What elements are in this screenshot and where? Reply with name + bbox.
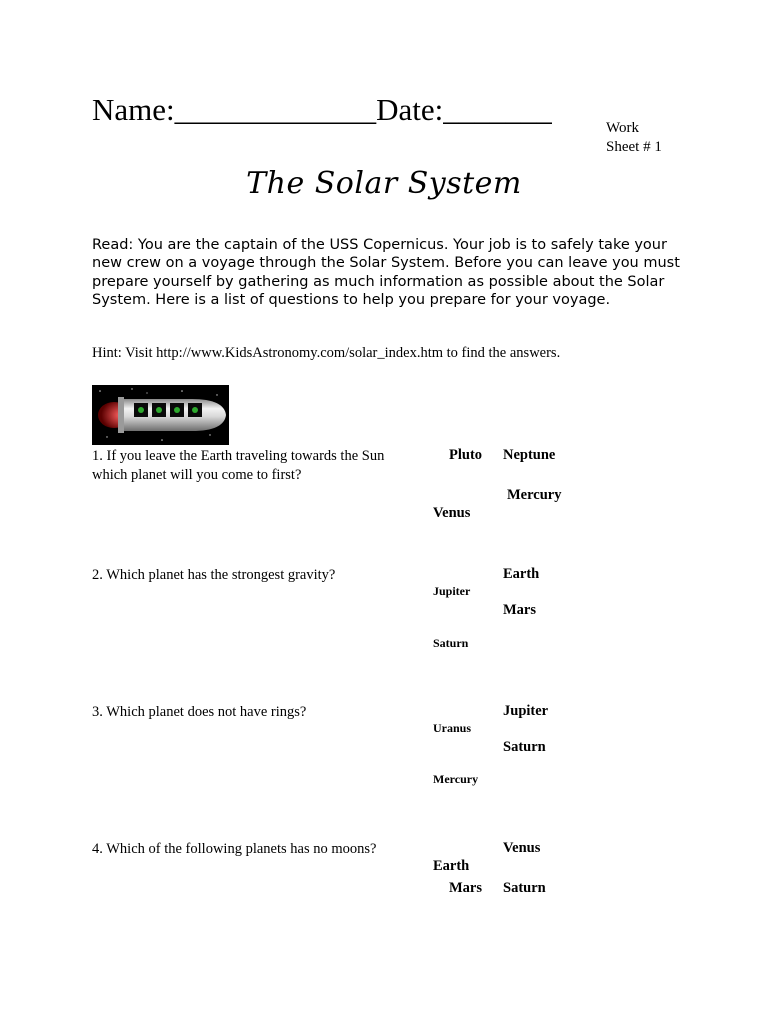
question-3: 3. Which planet does not have rings?	[92, 704, 307, 720]
worksheet-line-2: Sheet # 1	[606, 139, 662, 155]
option-neptune: Neptune	[503, 447, 556, 463]
hint-text: Hint: Visit http://www.KidsAstronomy.com/solar_index.htm to find the answers.	[92, 345, 561, 361]
worksheet-line-1: Work	[606, 120, 639, 136]
page-title: The Solar System	[246, 166, 522, 201]
worksheet-number	[606, 119, 662, 157]
option-mercury: Mercury	[433, 772, 479, 786]
option-pluto: Pluto	[449, 447, 483, 463]
option-jupiter: Jupiter	[433, 584, 471, 598]
rocket-icon	[92, 385, 229, 445]
option-mars: Mars	[449, 880, 483, 896]
name-date-line: Name:_____________Date:_______	[92, 92, 552, 127]
option-saturn: Saturn	[503, 739, 546, 755]
option-uranus: Uranus	[433, 721, 472, 735]
option-saturn: Saturn	[433, 636, 469, 650]
rocket-image	[92, 385, 229, 445]
option-venus: Venus	[503, 840, 541, 856]
option-mars: Mars	[503, 602, 537, 618]
question-2: 2. Which planet has the strongest gravity?	[92, 567, 336, 583]
option-mercury: Mercury	[507, 487, 562, 503]
option-earth: Earth	[503, 566, 540, 582]
intro-paragraph: Read: You are the captain of the USS Copernicus. Your job is to safely take your new crew on a voyage through the Solar System. Before you can leave you must prepare yourself by gathering as much information as possible about the Solar System. Here is a list of questions to help you prepare for your voyage.	[92, 237, 680, 309]
option-venus: Venus	[433, 505, 471, 521]
option-saturn: Saturn	[503, 880, 546, 896]
option-earth: Earth	[433, 858, 470, 874]
option-jupiter: Jupiter	[503, 703, 549, 719]
question-4: 4. Which of the following planets has no moons?	[92, 841, 377, 857]
question-1: 1. If you leave the Earth traveling towards the Sun which planet will you come to first?	[92, 448, 385, 483]
